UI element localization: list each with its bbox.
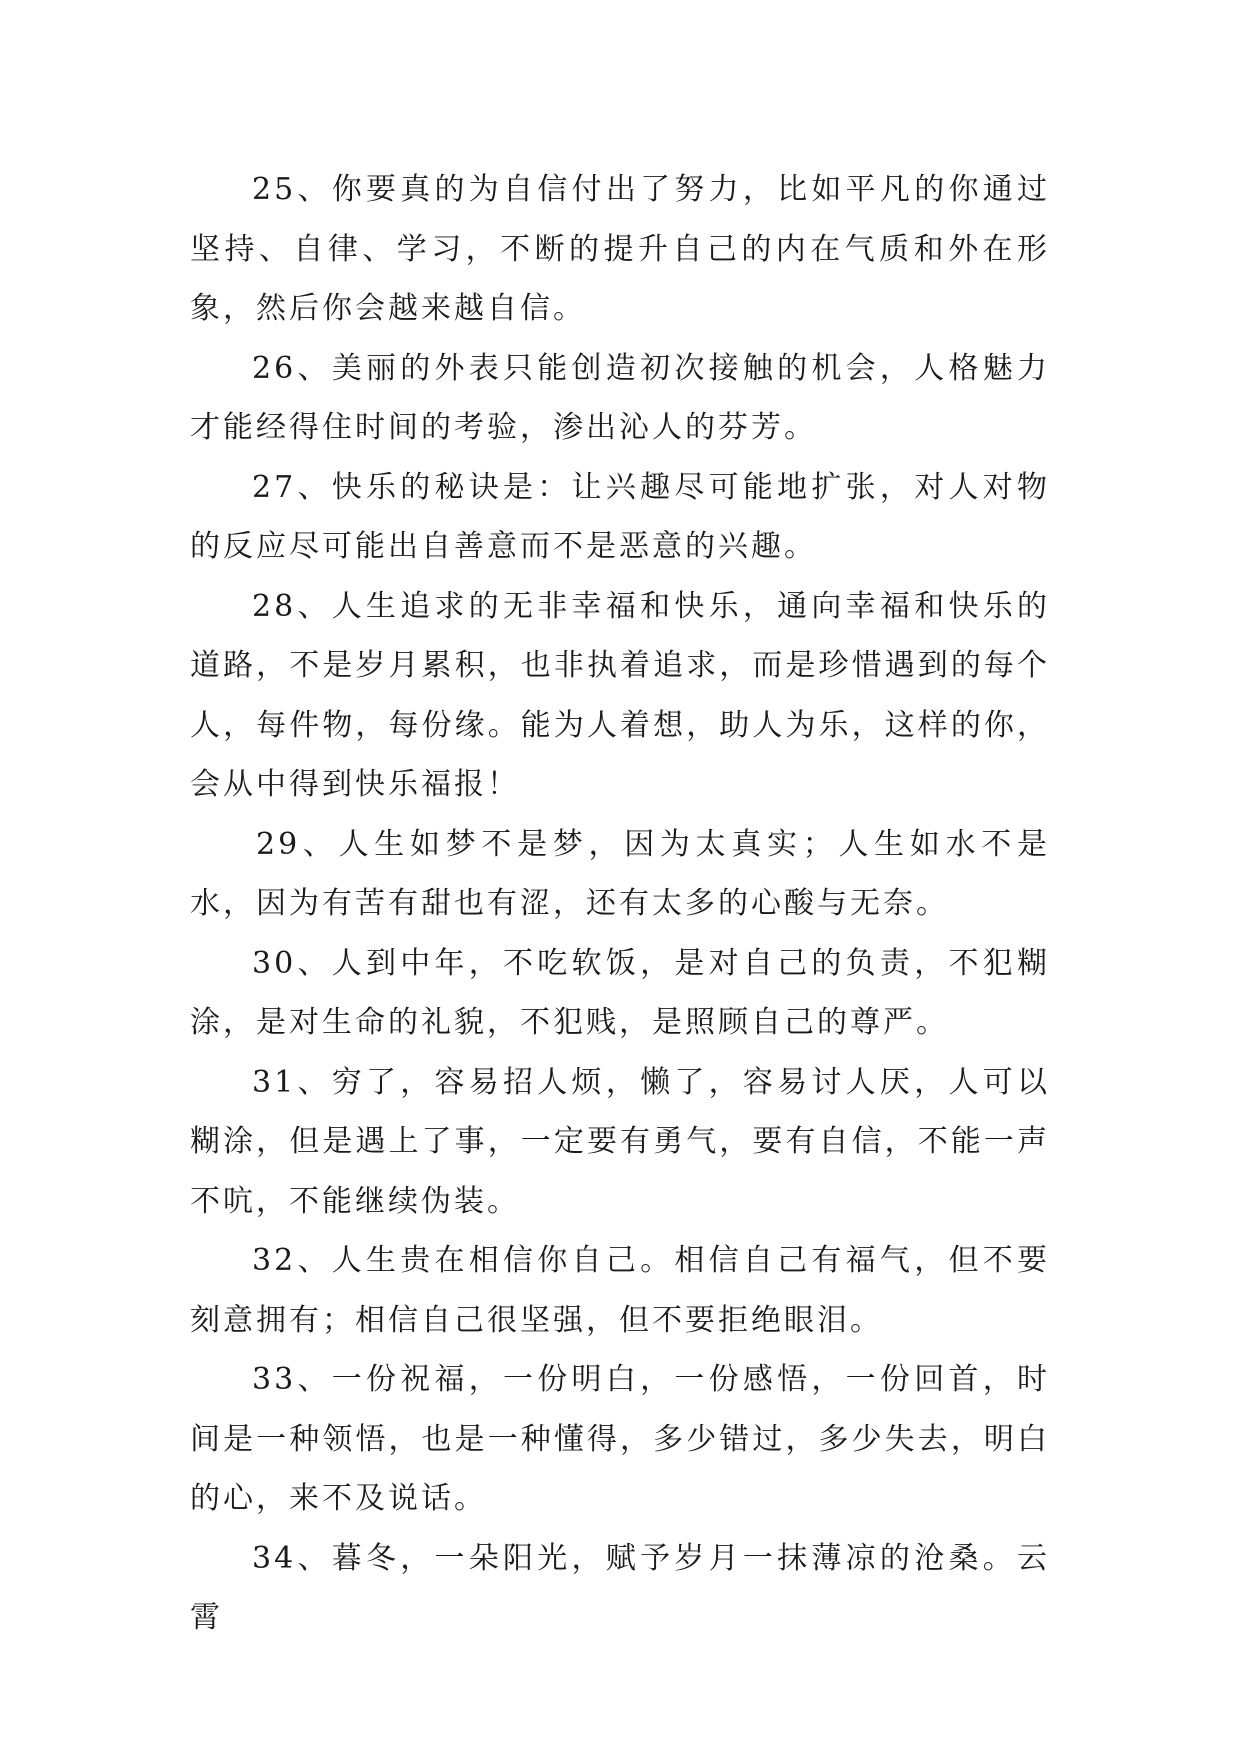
paragraph-31: 31、穷了，容易招人烦，懒了，容易讨人厌，人可以糊涂，但是遇上了事，一定要有勇气，要有自信，不能一声不吭，不能继续伪装。 bbox=[190, 1064, 1050, 1219]
paragraph-25: 25、你要真的为自信付出了努力，比如平凡的你通过坚持、自律、学习，不断的提升自己的内在气质和外在形象，然后你会越来越自信。 bbox=[190, 172, 1050, 326]
paragraph-32: 32、人生贵在相信你自己。相信自己有福气，但不要刻意拥有；相信自己很坚强，但不要拒绝眼泪。 bbox=[190, 1243, 1050, 1338]
paragraph-30: 30、人到中年，不吃软饭，是对自己的负责，不犯糊涂，是对生命的礼貌，不犯贱，是照顾自己的尊严。 bbox=[190, 945, 1050, 1040]
paragraph-26: 26、美丽的外表只能创造初次接触的机会，人格魅力才能经得住时间的考验，渗出沁人的芬芳。 bbox=[190, 350, 1050, 445]
paragraph-29: 29、人生如梦不是梦，因为太真实；人生如水不是水，因为有苦有甜也有涩，还有太多的心酸与无奈。 bbox=[190, 826, 1050, 921]
paragraph-33: 33、一份祝福，一份明白，一份感悟，一份回首，时间是一种领悟，也是一种懂得，多少错过，多少失去，明白的心，来不及说话。 bbox=[190, 1362, 1050, 1516]
paragraph-34: 34、暮冬，一朵阳光，赋予岁月一抹薄凉的沧桑。云霄 bbox=[190, 1540, 1050, 1635]
paragraph-27: 27、快乐的秘诀是：让兴趣尽可能地扩张，对人对物的反应尽可能出自善意而不是恶意的兴趣。 bbox=[190, 469, 1050, 564]
document-body bbox=[190, 160, 1050, 1648]
paragraph-28: 28、人生追求的无非幸福和快乐，通向幸福和快乐的道路，不是岁月累积，也非执着追求，而是珍惜遇到的每个人，每件物，每份缘。能为人着想，助人为乐，这样的你，会从中得到快乐福报！ bbox=[190, 588, 1050, 802]
